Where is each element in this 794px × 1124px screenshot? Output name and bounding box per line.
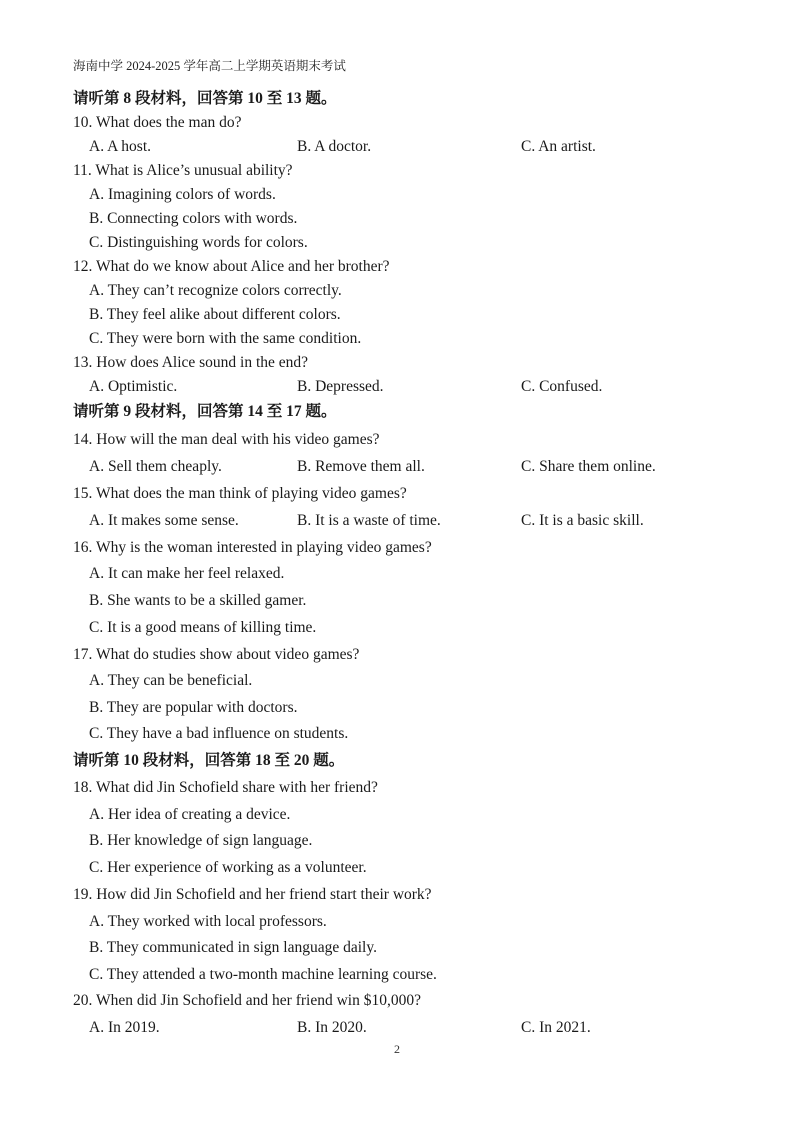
question: 12. What do we know about Alice and her brother?: [73, 258, 390, 275]
option-a: A. A host.: [89, 138, 152, 155]
section-heading: 请听第 8 段材料，回答第 10 至 13 题。: [73, 90, 337, 107]
option-c: C. Share them online.: [521, 458, 656, 475]
option-a: A. It can make her feel relaxed.: [89, 565, 285, 582]
question: 17. What do studies show about video games?: [73, 646, 360, 663]
option-c: C. They attended a two-month machine learning course.: [89, 966, 437, 983]
option-c: C. Distinguishing words for colors.: [89, 234, 308, 251]
option-c: C. An artist.: [521, 138, 596, 155]
question: 10. What does the man do?: [73, 114, 242, 131]
option-b: B. Depressed.: [297, 378, 384, 395]
section-heading: 请听第 9 段材料，回答第 14 至 17 题。: [73, 403, 337, 420]
question: 18. What did Jin Schofield share with her friend?: [73, 779, 378, 796]
option-c: C. Confused.: [521, 378, 603, 395]
option-b: B. Connecting colors with words.: [89, 210, 298, 227]
option-b: B. They are popular with doctors.: [89, 699, 298, 716]
option-b: B. Remove them all.: [297, 458, 425, 475]
option-a: A. Imagining colors of words.: [89, 186, 276, 203]
option-c: C. It is a basic skill.: [521, 512, 644, 529]
option-a: A. They can be beneficial.: [89, 672, 253, 689]
question: 20. When did Jin Schofield and her friend win $10,000?: [73, 992, 421, 1009]
option-c: C. In 2021.: [521, 1019, 591, 1036]
option-b: B. She wants to be a skilled gamer.: [89, 592, 307, 609]
option-b: B. Her knowledge of sign language.: [89, 832, 313, 849]
section-heading: 请听第 10 段材料，回答第 18 至 20 题。: [73, 752, 345, 769]
option-b: B. They communicated in sign language daily.: [89, 939, 377, 956]
option-b: B. They feel alike about different colors.: [89, 306, 341, 323]
option-a: A. Her idea of creating a device.: [89, 806, 291, 823]
question: 16. Why is the woman interested in playing video games?: [73, 539, 432, 556]
option-a: A. Sell them cheaply.: [89, 458, 222, 475]
option-b: B. A doctor.: [297, 138, 372, 155]
option-c: C. Her experience of working as a volunteer.: [89, 859, 367, 876]
option-a: A. In 2019.: [89, 1019, 160, 1036]
option-c: C. They have a bad influence on students.: [89, 725, 349, 742]
option-a: A. It makes some sense.: [89, 512, 239, 529]
option-b: B. It is a waste of time.: [297, 512, 441, 529]
page-header: 海南中学 2024-2025 学年高二上学期英语期末考试: [73, 59, 346, 73]
option-c: C. It is a good means of killing time.: [89, 619, 317, 636]
option-b: B. In 2020.: [297, 1019, 367, 1036]
option-a: A. They worked with local professors.: [89, 913, 327, 930]
question: 19. How did Jin Schofield and her friend start their work?: [73, 886, 432, 903]
question: 13. How does Alice sound in the end?: [73, 354, 309, 371]
option-c: C. They were born with the same condition.: [89, 330, 362, 347]
question: 14. How will the man deal with his video games?: [73, 431, 380, 448]
question: 11. What is Alice’s unusual ability?: [73, 162, 293, 179]
question: 15. What does the man think of playing video games?: [73, 485, 407, 502]
option-a: A. They can’t recognize colors correctly.: [89, 282, 342, 299]
option-a: A. Optimistic.: [89, 378, 178, 395]
page-number: 2: [394, 1042, 400, 1056]
